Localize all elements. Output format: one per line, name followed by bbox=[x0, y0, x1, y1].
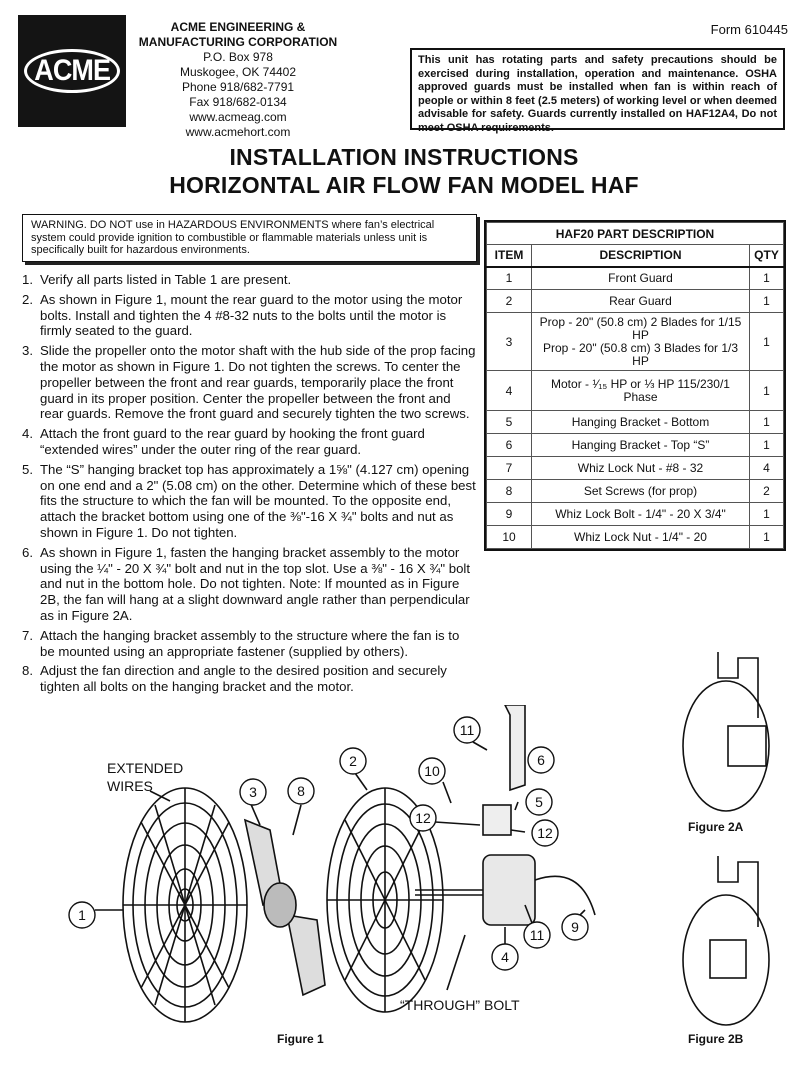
parts-table-caption: HAF20 PART DESCRIPTION bbox=[487, 223, 784, 245]
table-row bbox=[487, 313, 784, 371]
hanging-bracket-drawing bbox=[483, 705, 525, 835]
company-name-line2: MANUFACTURING CORPORATION bbox=[138, 35, 338, 49]
company-info bbox=[136, 20, 340, 140]
qty-cell: 1 bbox=[750, 290, 784, 313]
power-cord-drawing bbox=[535, 876, 595, 915]
form-number: Form 610445 bbox=[710, 22, 788, 37]
item-cell: 2 bbox=[487, 290, 532, 313]
step-number: 2. bbox=[22, 291, 33, 307]
step-item bbox=[22, 462, 477, 541]
desc-cell: Set Screws (for prop) bbox=[532, 480, 750, 503]
step-number: 6. bbox=[22, 544, 33, 560]
company-name-line1: ACME ENGINEERING & bbox=[170, 20, 306, 34]
step-number: 4. bbox=[22, 426, 33, 442]
address-city: Muskogee, OK 74402 bbox=[179, 65, 297, 79]
callout-label: 11 bbox=[529, 927, 545, 943]
step-item bbox=[22, 272, 477, 288]
parts-table bbox=[484, 220, 786, 551]
title-line1: INSTALLATION INSTRUCTIONS bbox=[229, 144, 579, 170]
website-1: www.acmeag.com bbox=[189, 110, 287, 124]
figure1-label: Figure 1 bbox=[277, 1032, 324, 1046]
acme-logo bbox=[18, 15, 126, 127]
callout-label: 9 bbox=[571, 919, 579, 935]
step-text: As shown in Figure 1, mount the rear guard to the motor using the motor bolts. Install and tighten the 4 #8-32 nuts to the bolts until the motor is firmly seated to the guard. bbox=[40, 291, 463, 339]
step-item bbox=[22, 292, 477, 339]
step-text: As shown in Figure 1, fasten the hanging bracket assembly to the motor using the ¼" - 20 X ¾" bolt and nut in the top slot. Use a ⅜" - 16 X ¾" bolt and nut in the bottom hole. Do not tighten. Note: If mounted as in Figure 2B, the fan will hang at a slight downward angle rather than perpendicular as in Figure 2A. bbox=[40, 544, 470, 623]
table-row bbox=[487, 371, 784, 411]
extended-wires-label-2: WIRES bbox=[107, 778, 153, 794]
table-row bbox=[487, 480, 784, 503]
desc-cell: Front Guard bbox=[532, 267, 750, 290]
desc-cell: Hanging Bracket - Bottom bbox=[532, 411, 750, 434]
step-number: 8. bbox=[22, 663, 33, 679]
fax: Fax 918/682-0134 bbox=[189, 95, 287, 109]
title-line2: HORIZONTAL AIR FLOW FAN MODEL HAF bbox=[169, 172, 639, 198]
table-row bbox=[487, 290, 784, 313]
address-po: P.O. Box 978 bbox=[203, 50, 273, 64]
step-text: Attach the front guard to the rear guard by hooking the front guard “extended wires” under the outer ring of the rear guard. bbox=[40, 426, 425, 457]
callout-label: 6 bbox=[537, 752, 545, 768]
desc-cell bbox=[532, 313, 750, 371]
figure2b-diagram bbox=[680, 852, 790, 1027]
step-text: The “S” hanging bracket top has approximately a 1⅝" (4.127 cm) opening on one end and a 2" (5.08 cm) on the other. Determine which of these best fits the structure to which the fan will be mounted. To the opposite end, attach the bracket bottom using one of the ⅜"-16 X ¾" bolts and nut as shown in Figure 1. Do not tighten. bbox=[40, 461, 476, 540]
callout-label: 1 bbox=[78, 907, 86, 923]
qty-cell: 1 bbox=[750, 503, 784, 526]
item-cell: 4 bbox=[487, 371, 532, 411]
logo-text: ACME bbox=[34, 54, 110, 87]
hazard-warning: WARNING. DO NOT use in HAZARDOUS ENVIRONMENTS where fan’s electrical system could provide ignition to combustible or flammable materials unless unit is specifically built for hazardous environments. bbox=[22, 214, 477, 262]
safety-notice: This unit has rotating parts and safety precautions should be exercised during installation, operation and maintenance. OSHA approved guards must be installed when fan is within reach of people or within 8 feet (2.5 meters) of working level or when deemed advisable for safety. Guards currently installed on HAF12A4, Do not meet OSHA requirements. bbox=[410, 48, 785, 130]
col-qty-header: QTY bbox=[750, 245, 784, 267]
through-bolt-label: “THROUGH” BOLT bbox=[400, 997, 520, 1013]
callout-label: 3 bbox=[249, 784, 257, 800]
step-item bbox=[22, 628, 477, 660]
item-cell: 6 bbox=[487, 434, 532, 457]
qty-cell: 1 bbox=[750, 411, 784, 434]
item-cell: 3 bbox=[487, 313, 532, 371]
step-number: 3. bbox=[22, 343, 33, 359]
step-text: Adjust the fan direction and angle to the desired position and securely tighten all bolts on the hanging bracket and the motor. bbox=[40, 663, 447, 695]
step-text: Attach the hanging bracket assembly to the structure where the fan is to be mounted using an appropriate fastener (supplied by others). bbox=[40, 627, 460, 659]
website-2: www.acmehort.com bbox=[185, 125, 291, 139]
item-cell: 9 bbox=[487, 503, 532, 526]
figure1-exploded-diagram bbox=[55, 705, 615, 1045]
qty-cell: 1 bbox=[750, 313, 784, 371]
col-description-header: DESCRIPTION bbox=[532, 245, 750, 267]
callout-label: 10 bbox=[424, 763, 440, 779]
desc-cell: Motor - ¹⁄₁₅ HP or ⅓ HP 115/230/1 Phase bbox=[532, 371, 750, 411]
item-cell: 10 bbox=[487, 526, 532, 549]
page-title bbox=[0, 143, 808, 199]
callout-label: 2 bbox=[349, 753, 357, 769]
item-cell: 5 bbox=[487, 411, 532, 434]
propeller-drawing bbox=[245, 820, 325, 995]
figure2b-label: Figure 2B bbox=[688, 1032, 744, 1046]
figure2a-label: Figure 2A bbox=[688, 820, 744, 834]
step-item bbox=[22, 426, 477, 458]
step-number: 5. bbox=[22, 461, 33, 477]
extended-wires-label-1: EXTENDED bbox=[107, 760, 184, 776]
desc-cell: Whiz Lock Nut - #8 - 32 bbox=[532, 457, 750, 480]
qty-cell: 1 bbox=[750, 371, 784, 411]
table-row bbox=[487, 434, 784, 457]
callout-label: 12 bbox=[415, 810, 431, 826]
item-cell: 8 bbox=[487, 480, 532, 503]
phone: Phone 918/682-7791 bbox=[181, 80, 295, 94]
qty-cell: 2 bbox=[750, 480, 784, 503]
col-item-header: ITEM bbox=[487, 245, 532, 267]
table-row bbox=[487, 411, 784, 434]
desc-cell: Rear Guard bbox=[532, 290, 750, 313]
front-guard-drawing bbox=[123, 788, 247, 1022]
instruction-steps bbox=[22, 272, 477, 699]
qty-cell: 4 bbox=[750, 457, 784, 480]
callout-label: 11 bbox=[459, 722, 475, 738]
callout-label: 12 bbox=[537, 825, 553, 841]
callout-label: 4 bbox=[501, 949, 509, 965]
callout-label: 5 bbox=[535, 794, 543, 810]
step-text: Verify all parts listed in Table 1 are present. bbox=[40, 272, 292, 287]
table-row bbox=[487, 526, 784, 549]
table-row bbox=[487, 457, 784, 480]
qty-cell: 1 bbox=[750, 267, 784, 290]
qty-cell: 1 bbox=[750, 526, 784, 549]
desc-cell: Whiz Lock Bolt - 1/4" - 20 X 3/4" bbox=[532, 503, 750, 526]
step-item bbox=[22, 663, 477, 695]
desc-cell: Hanging Bracket - Top “S” bbox=[532, 434, 750, 457]
callout-label: 8 bbox=[297, 783, 305, 799]
qty-cell: 1 bbox=[750, 434, 784, 457]
logo-oval bbox=[24, 49, 120, 93]
item-cell: 1 bbox=[487, 267, 532, 290]
step-number: 7. bbox=[22, 627, 33, 643]
item-cell: 7 bbox=[487, 457, 532, 480]
desc-cell: Whiz Lock Nut - 1/4" - 20 bbox=[532, 526, 750, 549]
desc-line: Prop - 20" (50.8 cm) 3 Blades for 1/3 HP bbox=[542, 340, 739, 368]
table-row bbox=[487, 503, 784, 526]
table-row bbox=[487, 267, 784, 290]
desc-line: Prop - 20" (50.8 cm) 2 Blades for 1/15 HP bbox=[539, 314, 742, 342]
step-number: 1. bbox=[22, 272, 33, 287]
figure2a-diagram bbox=[680, 648, 790, 814]
step-text: Slide the propeller onto the motor shaft with the hub side of the prop facing the motor as shown in Figure 1. Do not tighten the screws. To center the propeller between the front and rear guards, temporarily place the front guard in its proper position. Center the propeller between the front and rear guards. Remove the front guard and securely tighten the two screws. bbox=[40, 343, 476, 422]
step-item bbox=[22, 545, 477, 624]
step-item bbox=[22, 343, 477, 422]
